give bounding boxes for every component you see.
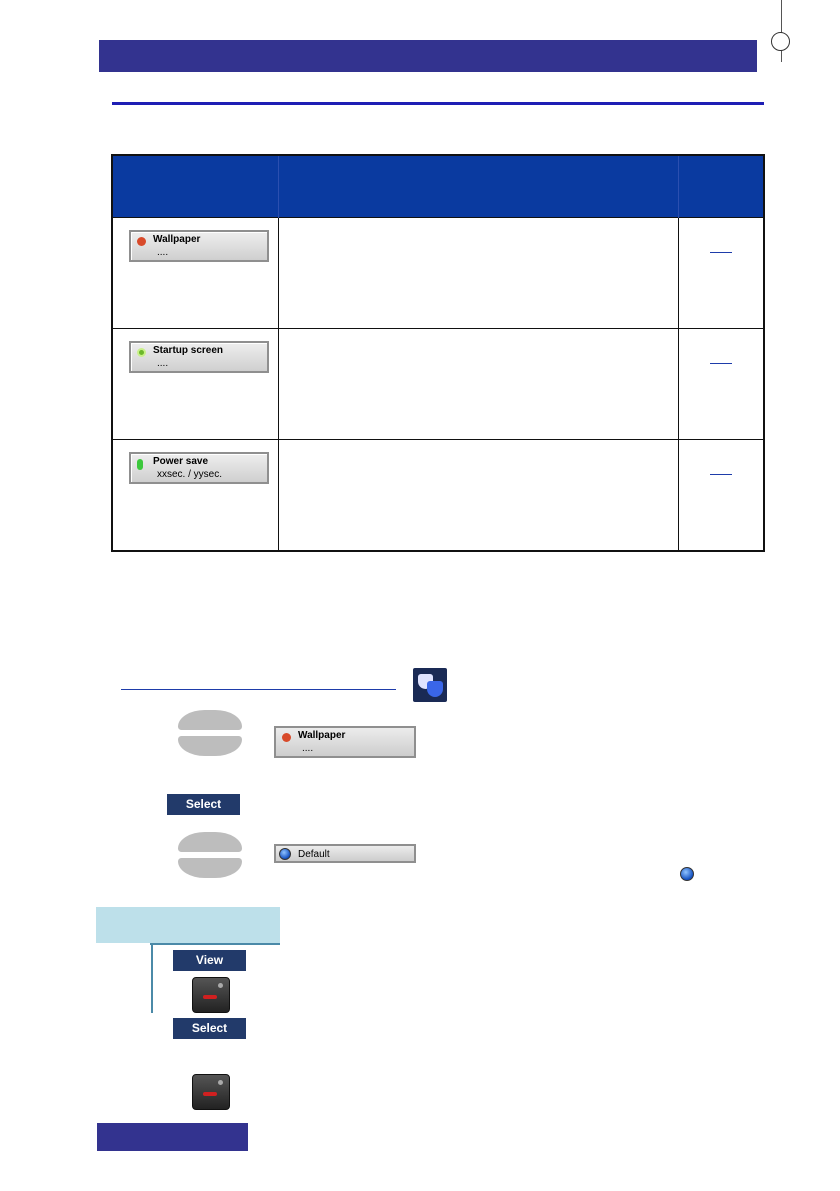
table-row	[112, 218, 764, 329]
menu-item-value: ....	[157, 247, 169, 258]
menu-item-title: Startup screen	[153, 345, 224, 356]
header-band	[99, 40, 757, 72]
select-softkey[interactable]: Select	[173, 1018, 246, 1039]
description-cell	[279, 440, 679, 552]
binding-hole	[771, 32, 790, 51]
default-option-row	[274, 844, 416, 863]
description-cell	[279, 329, 679, 440]
startup-screen-menu-item	[129, 341, 269, 373]
view-softkey[interactable]: View	[173, 950, 246, 971]
led-icon	[218, 983, 223, 988]
navigation-key[interactable]	[178, 710, 242, 756]
page-link[interactable]	[710, 354, 732, 364]
column-header	[112, 155, 279, 218]
menu-path-link[interactable]	[121, 689, 396, 690]
wallpaper-screen-value: ....	[302, 743, 314, 754]
radio-selected-icon	[680, 867, 694, 881]
menu-item-title: Wallpaper	[153, 234, 201, 245]
menu-item-value: ....	[157, 358, 169, 369]
column-header	[279, 155, 679, 218]
section-rule	[112, 102, 764, 105]
wallpaper-icon	[282, 733, 291, 742]
wallpaper-icon	[137, 237, 146, 246]
wallpaper-menu-item	[129, 230, 269, 262]
startup-screen-icon	[137, 348, 146, 357]
tip-rule	[150, 943, 280, 945]
power-save-menu-item	[129, 452, 269, 484]
table-header-row	[112, 155, 764, 218]
default-option-label: Default	[298, 849, 330, 860]
page-cell	[679, 440, 764, 552]
select-softkey[interactable]: Select	[167, 794, 240, 815]
table-row	[112, 329, 764, 440]
tip-box	[96, 907, 280, 943]
display-settings-masks-icon	[413, 668, 447, 702]
menu-cell	[112, 440, 279, 552]
wallpaper-screen-row	[274, 726, 416, 758]
handset-icon	[203, 1092, 217, 1096]
page-link[interactable]	[710, 465, 732, 475]
nav-down-arrow-icon[interactable]	[178, 736, 242, 756]
power-save-icon	[137, 459, 143, 470]
tip-bar	[151, 943, 153, 1013]
page-cell	[679, 218, 764, 329]
mask-blue-icon	[427, 681, 443, 697]
end-call-key[interactable]	[192, 1074, 230, 1110]
footer-band	[97, 1123, 248, 1151]
menu-item-value: xxsec. / yysec.	[157, 469, 223, 480]
radio-selected-icon	[279, 848, 291, 860]
nav-up-arrow-icon[interactable]	[178, 710, 242, 730]
page-cell	[679, 329, 764, 440]
handset-icon	[203, 995, 217, 999]
binding-line	[781, 0, 782, 62]
column-header	[679, 155, 764, 218]
menu-cell	[112, 329, 279, 440]
led-icon	[218, 1080, 223, 1085]
menu-cell	[112, 218, 279, 329]
menu-item-title: Power save	[153, 456, 209, 467]
nav-down-arrow-icon[interactable]	[178, 858, 242, 878]
page-link[interactable]	[710, 243, 732, 253]
end-call-key[interactable]	[192, 977, 230, 1013]
settings-table	[111, 154, 765, 552]
navigation-key[interactable]	[178, 832, 242, 878]
nav-up-arrow-icon[interactable]	[178, 832, 242, 852]
table-row	[112, 440, 764, 552]
wallpaper-screen-title: Wallpaper	[298, 730, 346, 741]
description-cell	[279, 218, 679, 329]
